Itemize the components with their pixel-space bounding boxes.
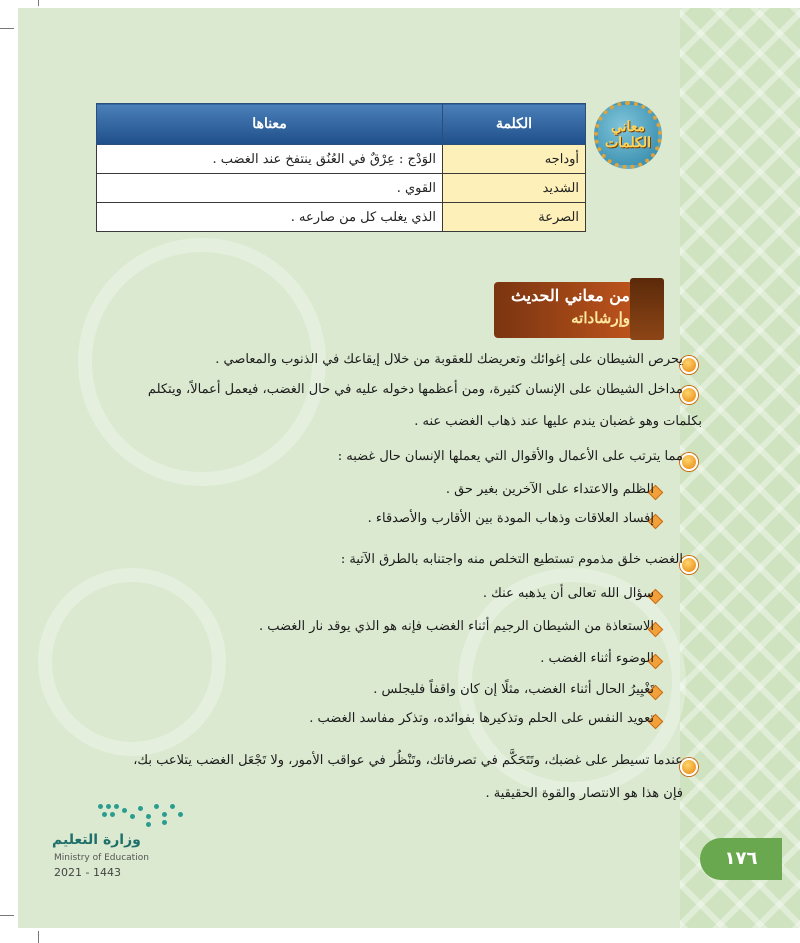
table-row — [97, 203, 586, 232]
header-meaning: معناها — [97, 104, 443, 145]
list-item: تَغْيِيرُ الحال أثناء الغضب، مثلًا إن كان واقفاً فليجلس . — [373, 682, 654, 697]
meaning-cell: الذي يغلب كل من صارعه . — [97, 203, 443, 232]
ornament-border — [680, 8, 800, 928]
paragraph-line: فإن هذا هو الانتصار والقوة الحقيقية . — [485, 786, 683, 801]
crop-mark — [38, 931, 39, 943]
list-item: الظلم والاعتداء على الآخرين بغير حق . — [445, 482, 654, 497]
badge-line1: معاني — [610, 119, 646, 135]
paragraph-line: بكلمات وهو غضبان يندم عليها عند ذهاب الغضب عنه . — [414, 414, 702, 429]
paragraph-line: يحرص الشيطان على إغوائك وتعريضك للعقوبة من خلال إيقاعك في الذنوب والمعاصي . — [215, 352, 683, 367]
word-meanings-table — [96, 103, 586, 232]
meaning-cell: الوَدْج : عِرْقٌ في العُنُق ينتفخ عند الغضب . — [97, 145, 443, 174]
ministry-name-en: Ministry of Education — [54, 853, 149, 863]
table-header-row — [97, 104, 586, 145]
list-item: إفساد العلاقات وذهاب المودة بين الأقارب والأصدقاء . — [367, 511, 654, 526]
edition-year: 2021 - 1443 — [54, 866, 121, 879]
list-item: تعويد النفس على الحلم وتذكيرها بفوائده، وتذكر مفاسد الغضب . — [309, 711, 654, 726]
list-item: الاستعاذة من الشيطان الرجيم أثناء الغضب فإنه هو الذي يوقد نار الغضب . — [258, 619, 654, 634]
table-row — [97, 174, 586, 203]
page-number: ١٧٦ — [700, 838, 782, 880]
crop-mark — [0, 28, 14, 29]
background-ornament — [38, 568, 226, 756]
word-cell: الشديد — [443, 174, 586, 203]
ministry-logo-icon — [96, 800, 186, 828]
ministry-name-ar: وزارة التعليم — [52, 832, 141, 848]
badge-line2: الكلمات — [604, 135, 652, 151]
meaning-cell: القوي . — [97, 174, 443, 203]
paragraph-line: عندما تسيطر على غضبك، وتَتَحَكَّم في تصرفاتك، وتَنْظُر في عواقب الأمور، ولا تَجْعَل الغضب يتلاعب بك، — [133, 753, 683, 768]
word-cell: أوداجه — [443, 145, 586, 174]
header-word: الكلمة — [443, 104, 586, 145]
word-meanings-badge — [594, 101, 662, 169]
list-item: سؤال الله تعالى أن يذهبه عنك . — [482, 586, 654, 601]
crop-mark — [0, 915, 14, 916]
paragraph-line: مما يترتب على الأعمال والأقوال التي يعملها الإنسان حال غضبه : — [337, 449, 683, 464]
heading-line2: وإرشاداته — [571, 309, 630, 327]
paragraph-line: مداخل الشيطان على الإنسان كثيرة، ومن أعظمها دخوله عليه في حال الغضب، فيعمل أعمالاً، ويتكلم — [147, 382, 683, 397]
section-heading — [494, 282, 664, 342]
table-row — [97, 145, 586, 174]
list-item: الوضوء أثناء الغضب . — [540, 651, 654, 666]
paragraph-line: الغضب خلق مذموم تستطيع التخلص منه واجتنابه بالطرق الآتية : — [340, 552, 683, 567]
heading-ornament — [630, 278, 664, 340]
heading-line1: من معاني الحديث — [510, 286, 630, 305]
crop-mark — [38, 0, 39, 6]
word-cell: الصرعة — [443, 203, 586, 232]
